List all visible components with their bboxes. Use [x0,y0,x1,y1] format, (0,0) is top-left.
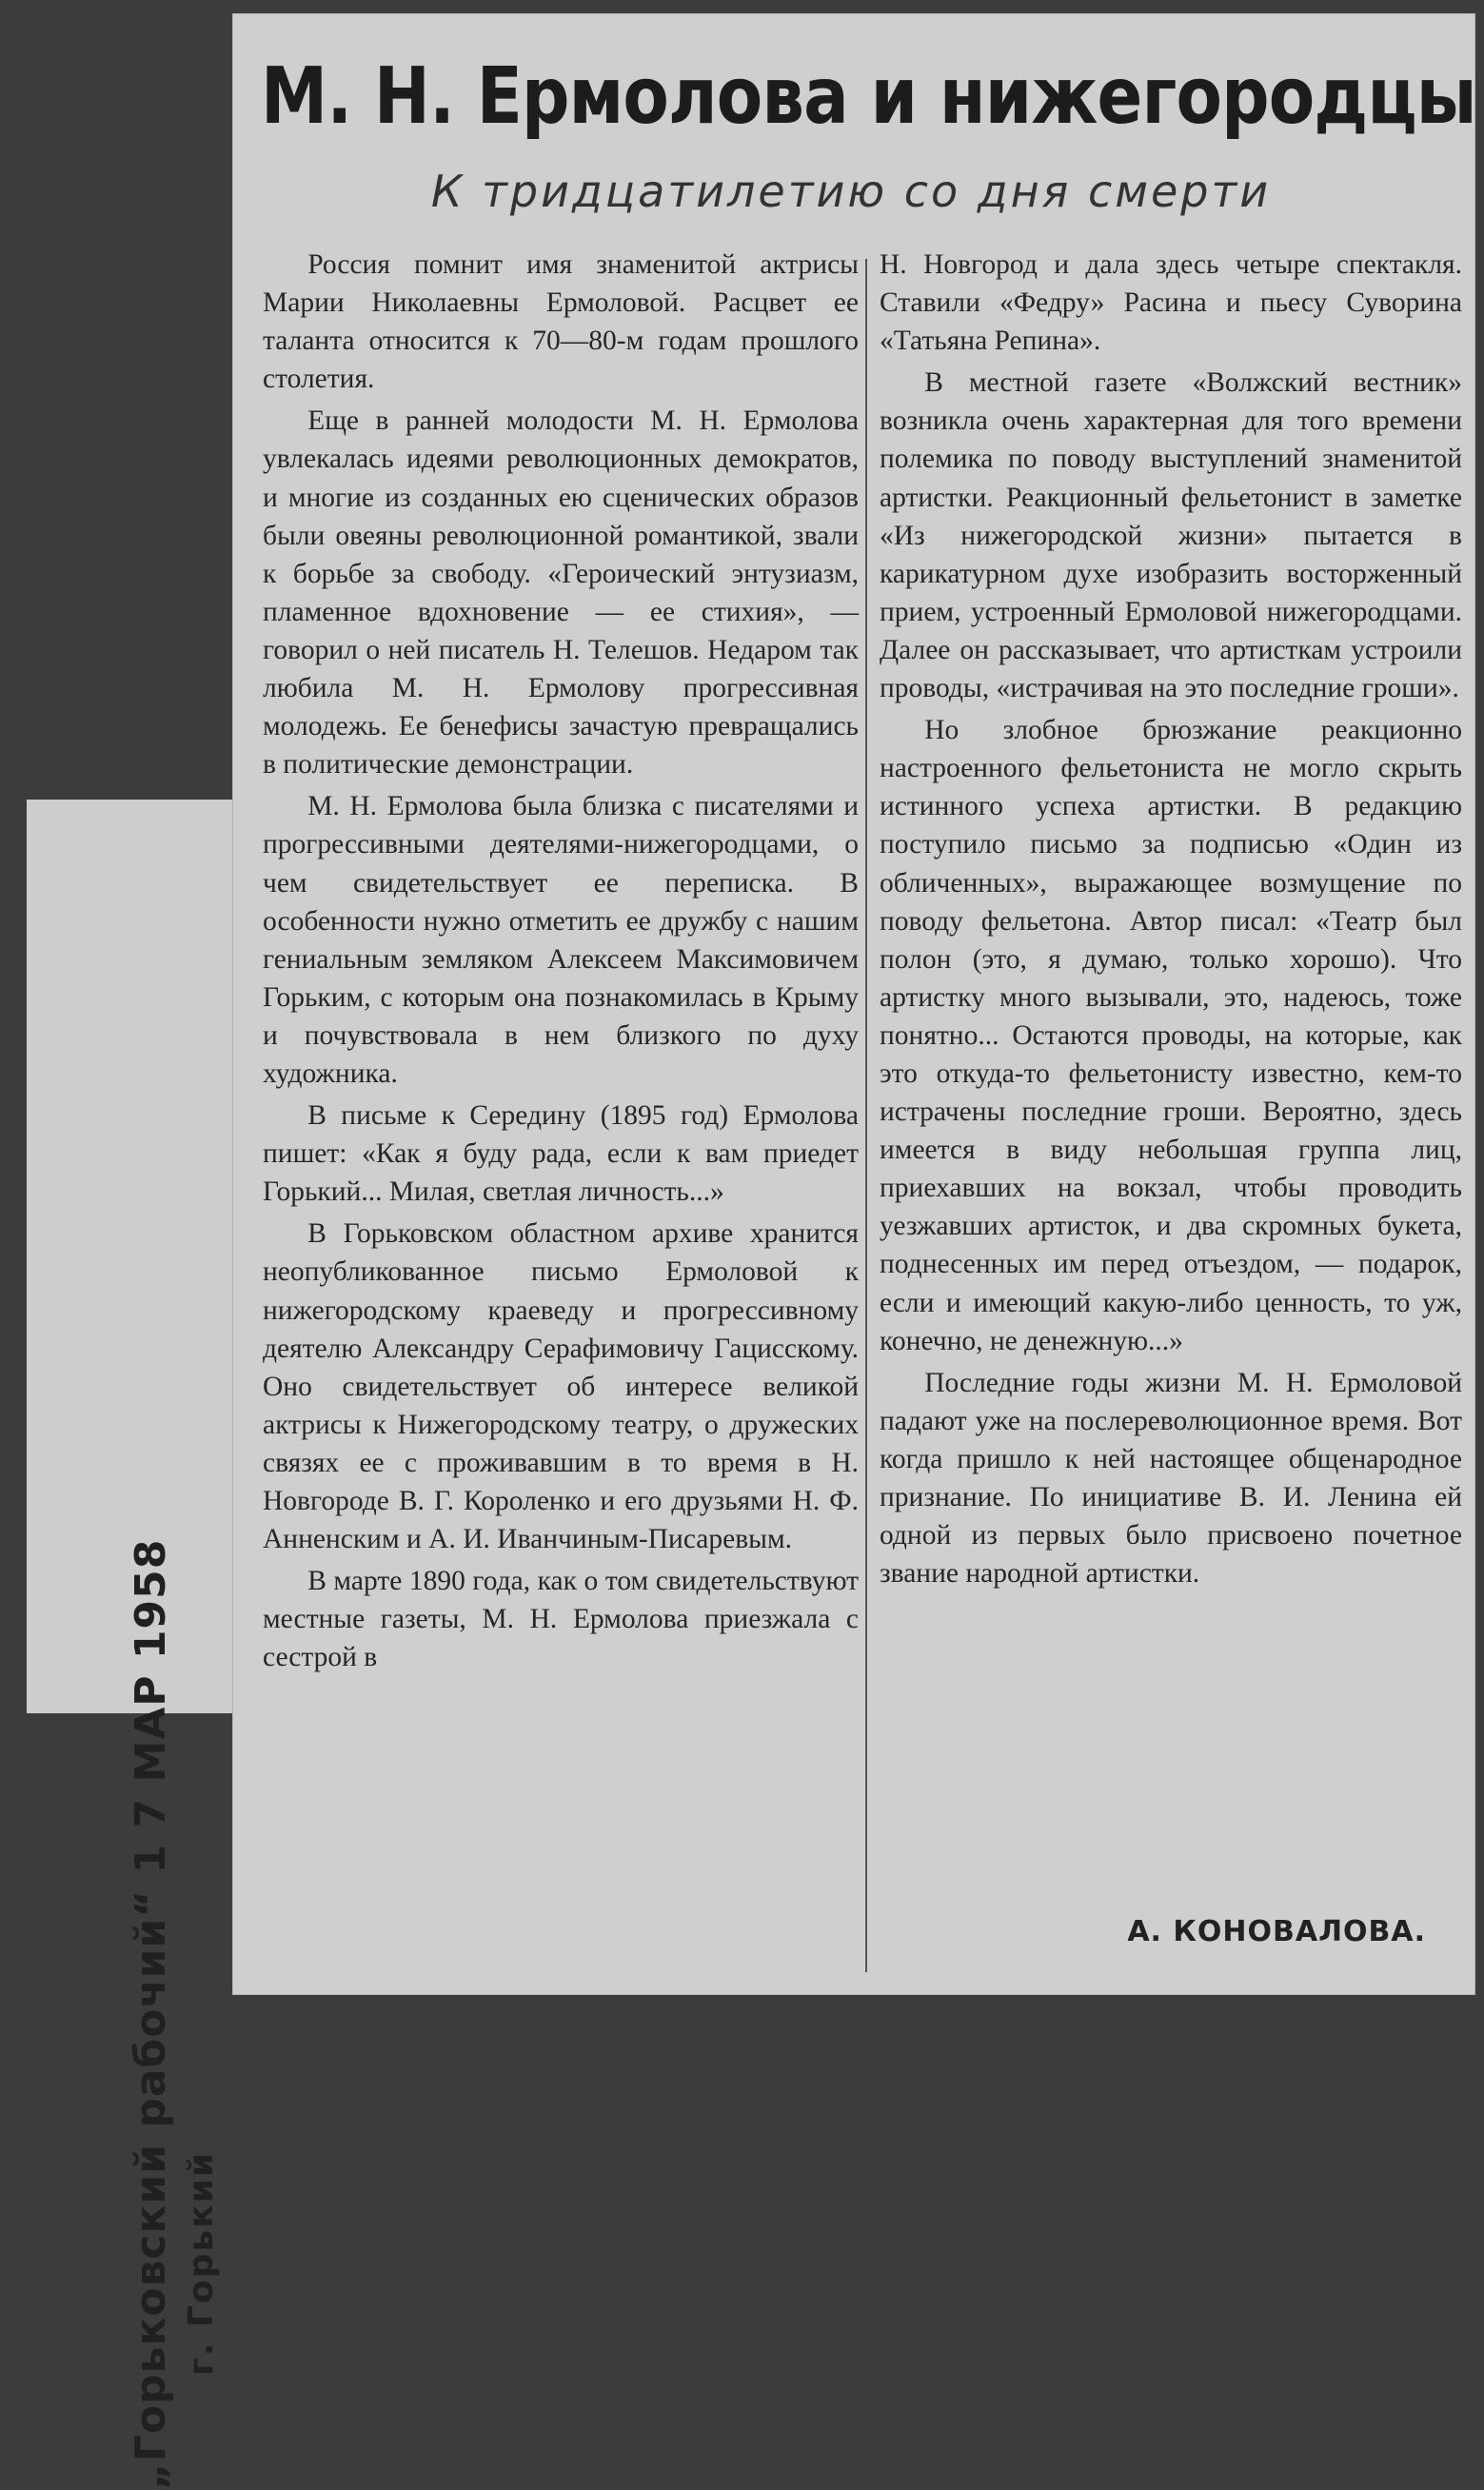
article-subtitle: К тридцатилетию со дня смерти [430,166,1272,217]
paragraph: Россия помнит имя знаменитой актрисы Марии Николаевны Ермоловой. Расцвет ее таланта относится к 70—80-м годам прошлого столетия. [263,249,859,395]
newspaper-stamp-strip [27,800,249,2490]
paragraph: М. Н. Ермолова была близка с писателями и прогрессивными деятелями-нижегородцами, о чем свидетельствует ее переписка. В особенности нужно отметить ее дружбу с нашим гениальным земляком Алексеем Максимовичем Горьким, с которым она познакомилась в Крыму и почувствовала в нем близкого по духу художника. [263,791,859,1089]
newspaper-stamp [124,1538,238,2490]
newspaper-clipping [232,13,1475,1995]
article-headline: М. Н. Ермолова и нижегородцы [261,51,1476,142]
paragraph-continued: Н. Новгород и дала здесь четыре спектакля. Ставили «Федру» Расина и пьесу Суворина «Татьяна Репина». [880,249,1462,357]
paragraph: В местной газете «Волжский вестник» возникла очень характерная для того времени полемика по поводу выступлений знаменитой артистки. Реакционный фельетонист в заметке «Из нижегородской жизни» пытается в карикатурном духе изобразить восторженный прием, устроенный Ермоловой нижегородцами. Далее он рассказывает, что артисткам устроили проводы, «истрачивая на это последние гроши». [880,367,1462,704]
paragraph: В марте 1890 года, как о том свидетельствуют местные газеты, М. Н. Ермолова приезжала с сестрой в [263,1566,859,1673]
paragraph: В Горьковском областном архиве хранится неопубликованное письмо Ермоловой к нижегородскому краеведу и прогрессивному деятелю Александру Серафимовичу Гацисскому. Оно свидетельствует об интересе великой актрисы к Нижегородскому театру, о дружеских связях ее с проживавшим в то время в Н. Новгороде В. Г. Короленко и его друзьями Н. Ф. Анненским и А. И. Иванчиным-Писаревым. [263,1218,859,1555]
stamp-source-date: „Горьковский рабочий“ 1 7 МАР 1958 [127,1538,175,2490]
paragraph: Последние годы жизни М. Н. Ермоловой падают уже на послереволюционное время. Вот когда пришло к ней настоящее общенародное признание. По инициативе В. И. Ленина ей одной из первых было присвоено почетное звание народной артистки. [880,1367,1462,1590]
article-column-right [880,246,1462,1596]
author-signature: А. КОНОВАЛОВА. [1127,1915,1426,1948]
stamp-city: г. Горький [182,2150,221,2376]
paragraph: Еще в ранней молодости М. Н. Ермолова увлекалась идеями революционных демократов, и многие из созданных ею сценических образов были овеяны революционной романтикой, звали к борьбе за свободу. «Героический энтузиазм, пламенное вдохновение — ее стихия», — говорил о ней писатель Н. Телешов. Недаром так любила М. Н. Ермолову прогрессивная молодежь. Ее бенефисы зачастую превращались в политические демонстрации. [263,405,859,781]
paragraph: Но злобное брюзжание реакционно настроенного фельетониста не могло скрыть истинного успеха артистки. В редакцию поступило письмо за подписью «Один из обличенных», выражающее возмущение по поводу фельетона. Автор писал: «Театр был полон (это, я думаю, только хорошо). Что артистку много вызывали, это, надеюсь, тоже понятно... Остаются проводы, на которые, как это откуда-то фельетонисту известно, кем-то истрачены последние гроши. Вероятно, здесь имеется в виду небольшая группа лиц, приехавших на вокзал, чтобы проводить уезжавших артисток, и два скромных букета, поднесенных им перед отъездом, — подарок, если и имеющий какую-либо ценность, то уж, конечно, не денежную...» [880,715,1462,1356]
paragraph: В письме к Середину (1895 год) Ермолова пишет: «Как я буду рада, если к вам приедет Горький... Милая, светлая личность...» [263,1100,859,1208]
column-divider [865,259,867,1972]
article-column-left [263,246,859,1680]
